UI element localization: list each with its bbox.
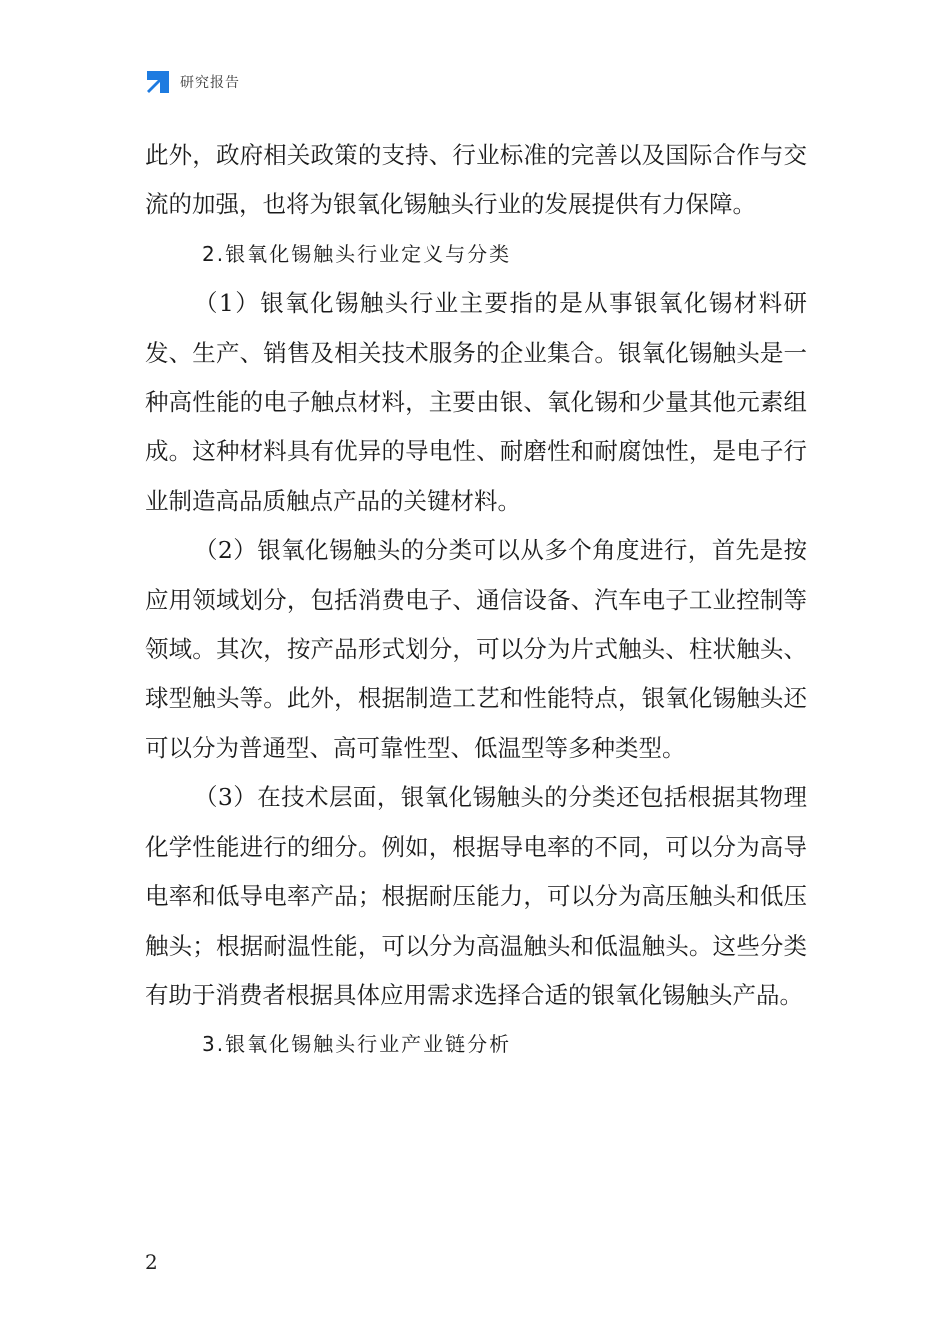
- paragraph-policy-support: 此外，政府相关政策的支持、行业标准的完善以及国际合作与交流的加强，也将为银氧化锡触头行业的发展提供有力保障。: [145, 141, 807, 219]
- paragraph-definition-3: （3）在技术层面，银氧化锡触头的分类还包括根据其物理化学性能进行的细分。例如，根据导电率的不同，可以分为高导电率和低导电率产品；根据耐压能力，可以分为高压触头和低压触头；根据耐温性能，可以分为高温触头和低温触头。这些分类有助于消费者根据具体应用需求选择合适的银氧化锡触头产品。: [145, 783, 807, 1009]
- paragraph-definition-2: （2）银氧化锡触头的分类可以从多个角度进行，首先是按应用领域划分，包括消费电子、通信设备、汽车电子工业控制等领域。其次，按产品形式划分，可以分为片式触头、柱状触头、球型触头等。此外，根据制造工艺和性能特点，银氧化锡触头还可以分为普通型、高可靠性型、低温型等多种类型。: [145, 536, 807, 762]
- page-header: [145, 68, 240, 96]
- page-number: 2: [145, 1250, 158, 1274]
- paragraph-definition-1: （1）银氧化锡触头行业主要指的是从事银氧化锡材料研发、生产、销售及相关技术服务的企业集合。银氧化锡触头是一种高性能的电子触点材料，主要由银、氧化锡和少量其他元素组成。这种材料具有优异的导电性、耐磨性和耐腐蚀性，是电子行业制造高品质触点产品的关键材料。: [145, 289, 807, 515]
- header-title: 研究报告: [180, 75, 240, 91]
- arrow-logo-icon: [145, 69, 171, 95]
- section-heading-definition: 2.银氧化锡触头行业定义与分类: [202, 241, 512, 266]
- document-body: [145, 131, 807, 1070]
- section-heading-industry-chain: 3.银氧化锡触头行业产业链分析: [202, 1032, 512, 1057]
